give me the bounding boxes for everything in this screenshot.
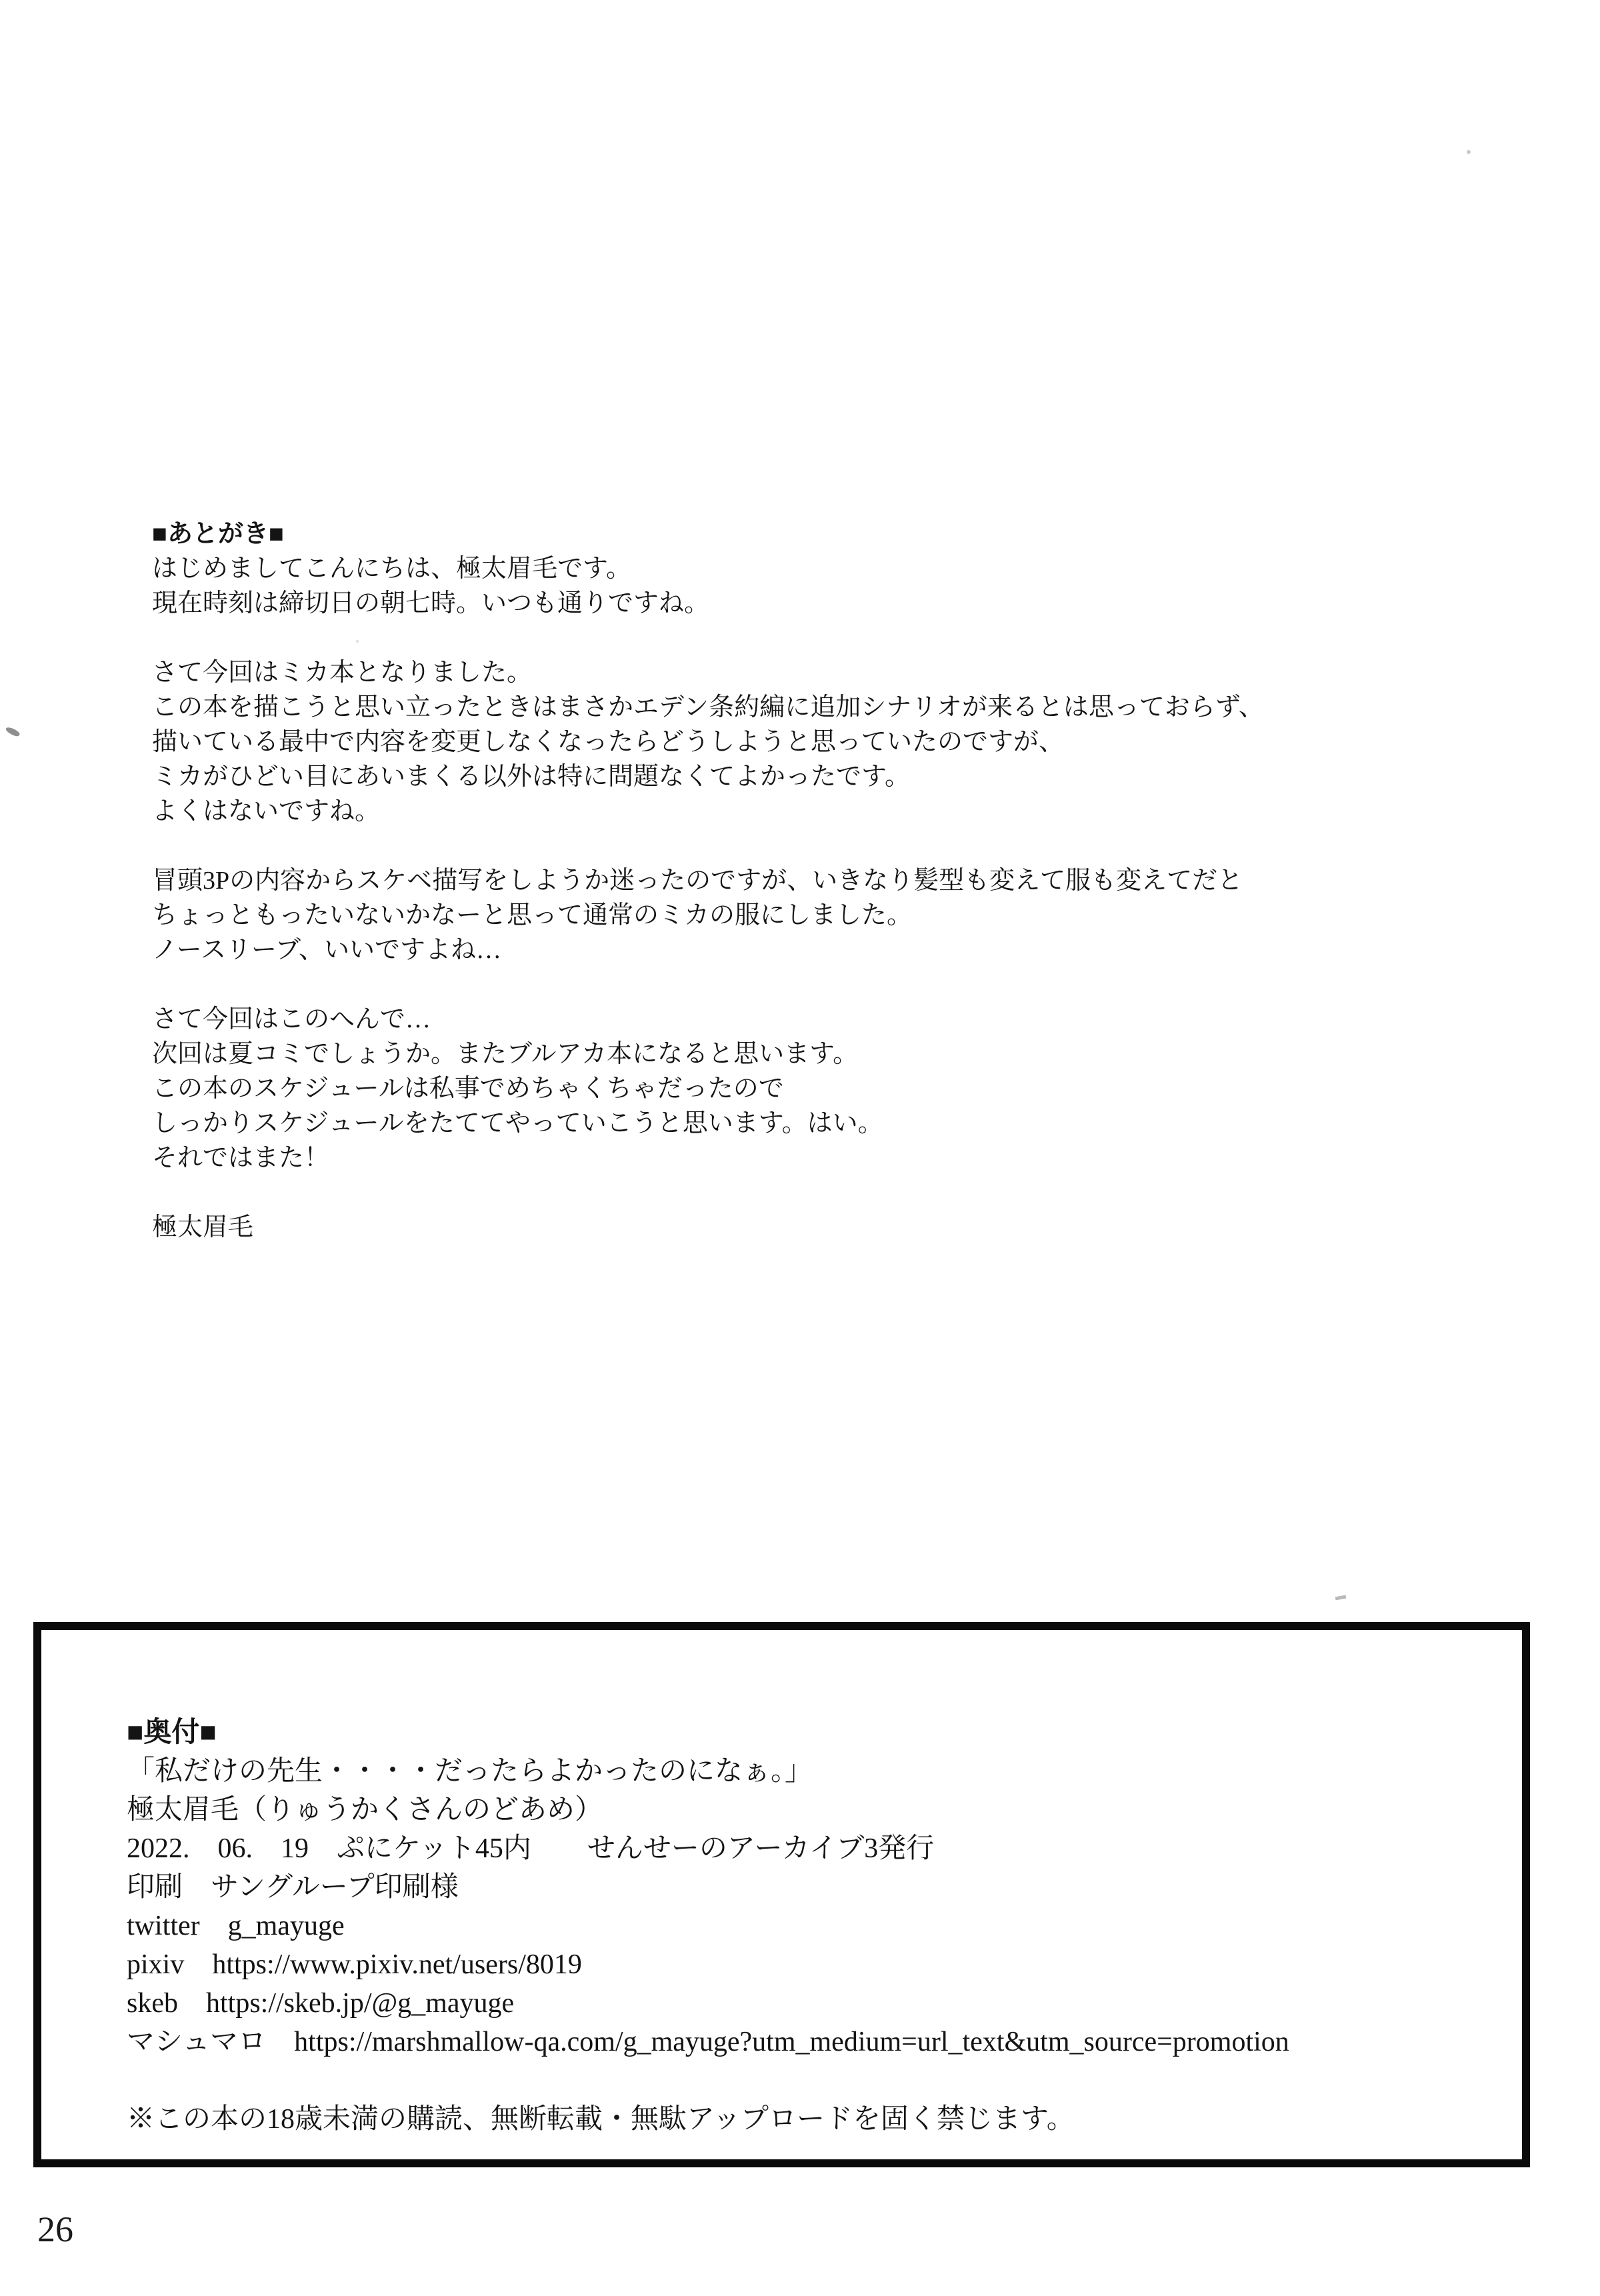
paper-speck (356, 640, 359, 643)
colophon-twitter: twitter g_mayuge (127, 1911, 345, 1941)
colophon-book-title: 「私だけの先生・・・・だったらよかったのになぁ。」 (127, 1756, 813, 1787)
afterword-blank-line (152, 967, 1264, 1002)
afterword-line: この本のスケジュールは私事でめちゃくちゃだったので (152, 1075, 784, 1103)
afterword-heading: ■あとがき■ (152, 520, 284, 548)
afterword-line: それではまた！ (152, 1144, 330, 1172)
colophon-publication-info: 2022. 06. 19 ぷにケット45内 せんせーのアーカイブ3発行 (127, 1833, 935, 1864)
paper-speck (1335, 1595, 1347, 1601)
afterword-line: さて今回はこのへんで… (152, 1005, 431, 1033)
afterword-signature: 極太眉毛 (152, 1213, 254, 1241)
paper-speck (5, 725, 20, 738)
afterword-section (152, 517, 1264, 1245)
afterword-line: ノースリーブ、いいですよね… (152, 936, 502, 964)
afterword-line: しっかりスケジュールをたててやっていこうと思います。はい。 (152, 1109, 883, 1137)
colophon-age-notice: ※この本の18歳未満の購読、無断転載・無駄アップロードを固く禁じます。 (127, 2104, 1075, 2135)
afterword-line: はじめましてこんにちは、極太眉毛です。 (152, 555, 631, 583)
colophon-section (127, 1713, 1289, 2139)
afterword-line: 冒頭3Pの内容からスケベ描写をしようか迷ったのですが、いきなり髪型も変えて服も変えてだと (152, 867, 1243, 895)
afterword-blank-line (152, 621, 1264, 655)
afterword-line: 次回は夏コミでしょうか。またブルアカ本になると思います。 (152, 1040, 859, 1068)
colophon-box (33, 1622, 1530, 2167)
afterword-line: この本を描こうと思い立ったときはまさかエデン条約編に追加シナリオが来るとは思っておらず、 (152, 693, 1264, 721)
afterword-blank-line (152, 1175, 1264, 1210)
colophon-marshmallow-url: マシュマロ https://marshmallow-qa.com/g_mayuge?utm_medium=url_text&utm_source=promotion (127, 2027, 1289, 2057)
afterword-line: さて今回はミカ本となりました。 (152, 659, 533, 687)
afterword-line: よくはないですね。 (152, 797, 381, 825)
colophon-printer: 印刷 サングループ印刷様 (127, 1872, 459, 1903)
page-number: 26 (37, 2209, 73, 2249)
afterword-line: 現在時刻は締切日の朝七時。いつも通りですね。 (152, 589, 710, 617)
colophon-skeb-url: skeb https://skeb.jp/@g_mayuge (127, 1988, 515, 2019)
colophon-author: 極太眉毛（りゅうかくさんのどあめ） (127, 1795, 603, 1825)
colophon-blank-line (127, 2061, 1289, 2100)
afterword-blank-line (152, 829, 1264, 863)
afterword-line: ちょっともったいないかなーと思って通常のミカの服にしました。 (152, 901, 913, 929)
afterword-line: 描いている最中で内容を変更しなくなったらどうしようと思っていたのですが、 (152, 728, 1065, 756)
colophon-pixiv-url: pixiv https://www.pixiv.net/users/8019 (127, 1949, 582, 1980)
afterword-line: ミカがひどい目にあいまくる以外は特に問題なくてよかったです。 (152, 763, 910, 791)
paper-speck (1467, 150, 1471, 154)
colophon-heading: ■奥付■ (127, 1717, 217, 1748)
